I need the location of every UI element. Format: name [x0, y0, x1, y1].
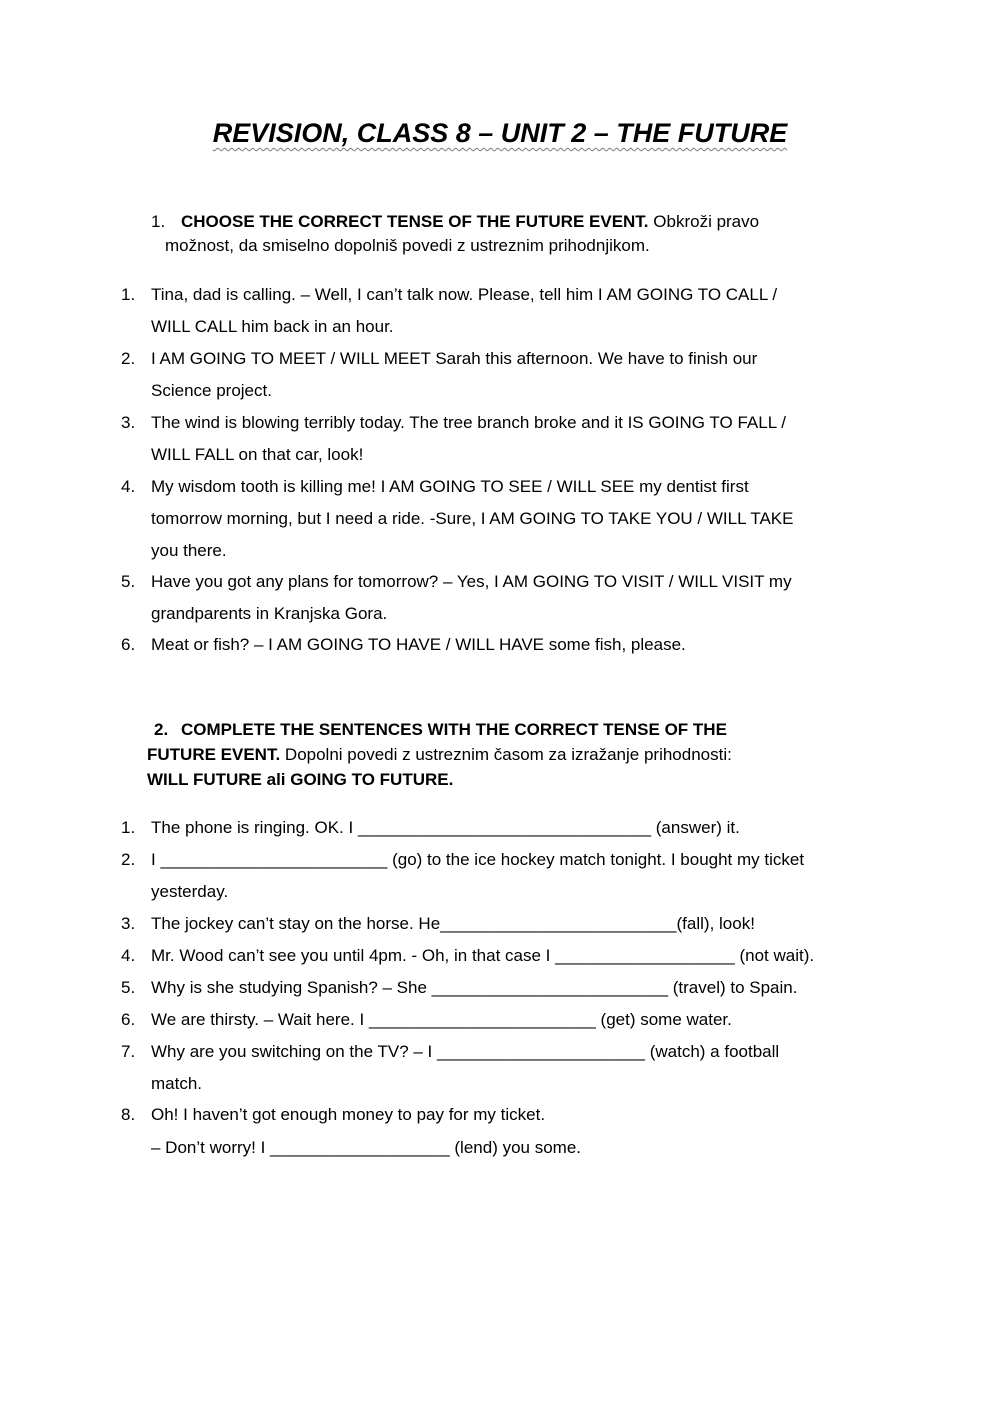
list-item-number: 2.: [121, 349, 136, 368]
list-item-number: 6.: [121, 1010, 136, 1029]
section1-heading-rest: Obkroži pravo: [648, 212, 760, 231]
section1-number: 1.: [151, 212, 166, 231]
list-item[interactable]: The phone is ringing. OK. I _______________________________ (answer) it.: [151, 818, 740, 837]
list-item[interactable]: I AM GOING TO MEET / WILL MEET Sarah this afternoon. We have to finish our: [151, 349, 758, 368]
list-item[interactable]: My wisdom tooth is killing me! I AM GOING TO SEE / WILL SEE my dentist first: [151, 477, 749, 496]
list-item-number: 1.: [121, 285, 136, 304]
list-item-number: 4.: [121, 946, 136, 965]
list-item-number: 6.: [121, 635, 136, 654]
list-item-number: 5.: [121, 572, 136, 591]
list-item-number: 7.: [121, 1042, 136, 1061]
list-item[interactable]: Mr. Wood can’t see you until 4pm. - Oh, in that case I ___________________ (not wait).: [151, 946, 815, 965]
list-item[interactable]: grandparents in Kranjska Gora.: [151, 604, 388, 623]
list-item[interactable]: Why are you switching on the TV? – I ______________________ (watch) a football: [151, 1042, 780, 1061]
list-item-number: 2.: [121, 850, 136, 869]
list-item-number: 1.: [121, 818, 136, 837]
section2-heading-bold: FUTURE EVENT.: [147, 745, 281, 764]
page-title: REVISION, CLASS 8 – UNIT 2 – THE FUTURE: [212, 118, 788, 148]
section1-heading: [181, 212, 759, 232]
section1-heading-bold: CHOOSE THE CORRECT TENSE OF THE FUTURE EVENT.: [181, 212, 649, 231]
list-item-number: 4.: [121, 477, 136, 496]
list-item[interactable]: The jockey can’t stay on the horse. He_________________________(fall), look!: [151, 914, 755, 933]
section2-heading: COMPLETE THE SENTENCES WITH THE CORRECT TENSE OF THE: [181, 720, 727, 739]
list-item[interactable]: Have you got any plans for tomorrow? – Yes, I AM GOING TO VISIT / WILL VISIT my: [151, 572, 792, 591]
list-item-number: 3.: [121, 413, 136, 432]
list-item[interactable]: WILL FALL on that car, look!: [151, 445, 364, 464]
list-item[interactable]: Meat or fish? – I AM GOING TO HAVE / WILL HAVE some fish, please.: [151, 635, 686, 654]
section2-heading-line2: [147, 745, 732, 765]
list-item[interactable]: Why is she studying Spanish? – She _________________________ (travel) to Spain.: [151, 978, 798, 997]
section2-number: 2.: [154, 720, 169, 739]
list-item[interactable]: We are thirsty. – Wait here. I ________________________ (get) some water.: [151, 1010, 732, 1029]
list-item[interactable]: I ________________________ (go) to the ice hockey match tonight. I bought my ticket: [151, 850, 805, 869]
list-item-number: 5.: [121, 978, 136, 997]
list-item[interactable]: tomorrow morning, but I need a ride. -Sure, I AM GOING TO TAKE YOU / WILL TAKE: [151, 509, 794, 528]
section2-heading-line3: WILL FUTURE ali GOING TO FUTURE.: [147, 770, 454, 789]
list-item[interactable]: match.: [151, 1074, 203, 1093]
list-item[interactable]: Oh! I haven’t got enough money to pay for my ticket.: [151, 1105, 546, 1124]
list-item[interactable]: Science project.: [151, 381, 272, 400]
list-item[interactable]: you there.: [151, 541, 227, 560]
list-item[interactable]: Tina, dad is calling. – Well, I can’t talk now. Please, tell him I AM GOING TO CALL /: [151, 285, 778, 304]
section2-heading-rest: Dopolni povedi z ustreznim časom za izražanje prihodnosti:: [280, 745, 732, 764]
list-item[interactable]: – Don’t worry! I ___________________ (lend) you some.: [151, 1138, 582, 1157]
list-item-number: 3.: [121, 914, 136, 933]
list-item[interactable]: The wind is blowing terribly today. The tree branch broke and it IS GOING TO FALL /: [151, 413, 786, 432]
list-item[interactable]: yesterday.: [151, 882, 229, 901]
list-item-number: 8.: [121, 1105, 136, 1124]
section1-heading-line2: možnost, da smiselno dopolniš povedi z ustreznim prihodnjikom.: [165, 236, 650, 255]
list-item[interactable]: WILL CALL him back in an hour.: [151, 317, 394, 336]
